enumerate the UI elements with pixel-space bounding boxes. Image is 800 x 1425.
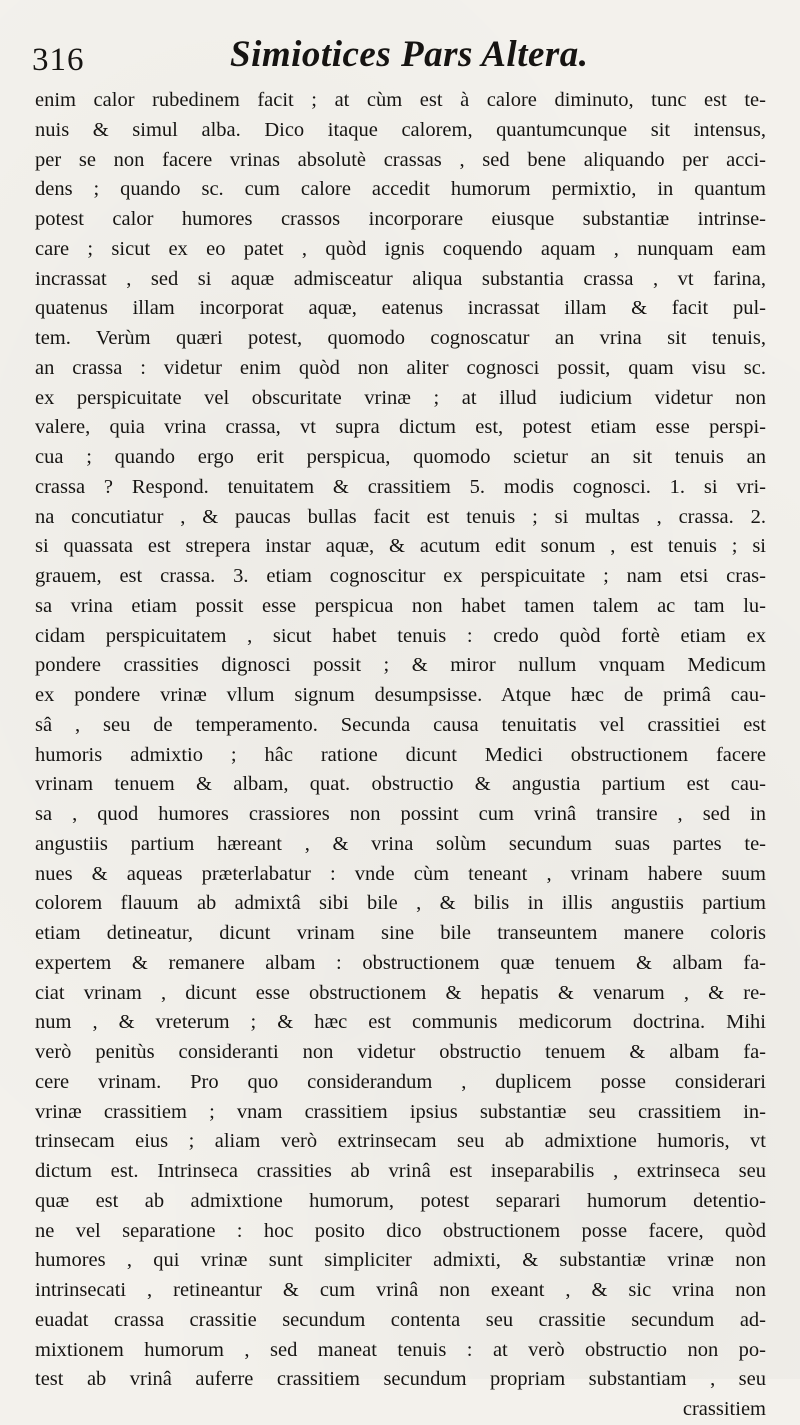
text-line: si quassata est strepera instar aquæ, & acutum edit sonum , est tenuis ; si (35, 535, 766, 558)
text-line: grauem, est crassa. 3. etiam cognoscitur ex perspicuitate ; nam etsi cras- (35, 565, 766, 587)
text-line: cua ; quando ergo erit perspicua, quomodo scietur an sit tenuis an (35, 446, 766, 468)
text-line: dens ; quando sc. cum calore accedit humorum permixtio, in quantum (35, 178, 766, 201)
text-line: crassa ? Respond. tenuitatem & crassitiem 5. modis cognosci. 1. si vri- (35, 475, 766, 498)
text-line: ex perspicuitate vel obscuritate vrinæ ; at illud iudicium videtur non (35, 386, 766, 409)
text-line: intrinsecati , retineantur & cum vrinâ non exeant , & sic vrina non (35, 1279, 766, 1301)
text-line: mixtionem humorum , sed maneat tenuis : at verò obstructio non po- (35, 1338, 766, 1361)
text-line: per se non facere vrinas absolutè crassas , sed bene aliquando per acci- (35, 148, 766, 171)
text-line: enim calor rubedinem facit ; at cùm est à calore diminuto, tunc est te- (35, 89, 766, 111)
text-line: ne vel separatione : hoc posito dico obstructionem posse facere, quòd (35, 1219, 766, 1242)
text-line: expertem & remanere albam : obstructionem quæ tenuem & albam fa- (35, 951, 766, 974)
text-line: nuis & simul alba. Dico itaque calorem, quantumcunque sit intensus, (35, 118, 766, 141)
text-line: dictum est. Intrinseca crassities ab vrinâ est inseparabilis , extrinseca seu (35, 1160, 766, 1182)
text-line: humores , qui vrinæ sunt simpliciter admixti, & substantiæ vrinæ non (35, 1249, 766, 1272)
text-line: verò penitùs consideranti non videtur obstructio tenuem & albam fa- (35, 1041, 766, 1063)
body-text (35, 86, 766, 1425)
text-line: quæ est ab admixtione humorum, potest separari humorum detentio- (35, 1189, 766, 1212)
text-line: trinsecam eius ; aliam verò extrinsecam seu ab admixtione humoris, vt (35, 1130, 766, 1153)
text-line: ciat vrinam , dicunt esse obstructionem & hepatis & venarum , & re- (35, 981, 766, 1004)
text-line: ex pondere vrinæ vllum signum desumpsisse. Atque hæc de primâ cau- (35, 684, 766, 706)
text-line: sâ , seu de temperamento. Secunda causa tenuitatis vel crassitiei est (35, 713, 766, 736)
running-head (32, 32, 772, 82)
text-line: colorem flauum ab admixtâ sibi bile , & bilis in illis angustiis partium (35, 892, 766, 915)
text-line: humoris admixtio ; hâc ratione dicunt Medici obstructionem facere (35, 743, 766, 766)
text-line: vrinæ crassitiem ; vnam crassitiem ipsius substantiæ seu crassitiem in- (35, 1100, 766, 1123)
text-line: cere vrinam. Pro quo considerandum , duplicem posse considerari (35, 1070, 766, 1093)
text-line: an crassa : videtur enim quòd non aliter cognosci possit, quam visu sc. (35, 356, 766, 379)
page-number: 316 (32, 42, 85, 78)
text-line: vrinam tenuem & albam, quat. obstructio & angustia partium est cau- (35, 773, 766, 796)
text-line: test ab vrinâ auferre crassitiem secundum propriam substantiam , seu (35, 1368, 766, 1391)
text-line: na concutiatur , & paucas bullas facit est tenuis ; si multas , crassa. 2. (35, 505, 766, 528)
text-line: quatenus illam incorporat aquæ, eatenus incrassat illam & facit pul- (35, 297, 766, 320)
text-line: sa vrina etiam possit esse perspicua non habet tamen talem ac tam lu- (35, 594, 766, 617)
text-line: tem. Verùm quæri potest, quomodo cognoscatur an vrina sit tenuis, (35, 327, 766, 349)
text-line: nues & aqueas præterlabatur : vnde cùm teneant , vrinam habere suum (35, 862, 766, 885)
text-line: euadat crassa crassitie secundum contenta seu crassitie secundum ad- (35, 1308, 766, 1331)
text-line: pondere crassities dignosci possit ; & miror nullum vnquam Medicum (35, 654, 766, 677)
catchword: crassitiem (682, 1398, 766, 1420)
text-line: incrassat , sed si aquæ admisceatur aliqua substantia crassa , vt farina, (35, 267, 766, 290)
text-line: num , & vreterum ; & hæc est communis medicorum doctrina. Mihi (35, 1011, 766, 1034)
text-line: sa , quod humores crassiores non possint cum vrinâ transire , sed in (35, 803, 766, 825)
text-line: potest calor humores crassos incorporare eiusque substantiæ intrinse- (35, 208, 766, 230)
text-line: cidam perspicuitatem , sicut habet tenuis : credo quòd fortè etiam ex (35, 624, 766, 647)
text-line: etiam detineatur, dicunt vrinam sine bile transeuntem manere coloris (35, 922, 766, 944)
running-title: Simiotices Pars Altera. (230, 34, 589, 75)
text-line: angustiis partium hæreant , & vrina solùm secundum suas partes te- (35, 832, 766, 855)
text-line: care ; sicut ex eo patet , quòd ignis coquendo aquam , nunquam eam (35, 237, 766, 260)
text-line: valere, quia vrina crassa, vt supra dictum est, potest etiam esse perspi- (35, 416, 766, 439)
